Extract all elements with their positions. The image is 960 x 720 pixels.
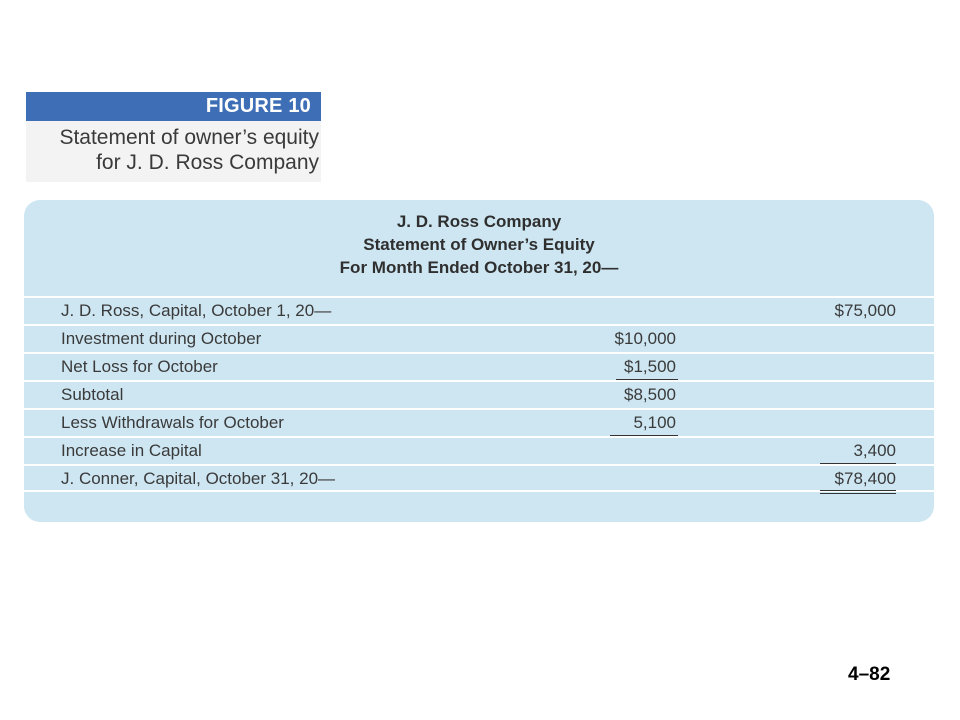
row-amount: $10,000 — [614, 329, 676, 348]
figure-caption — [26, 125, 321, 175]
row-label: J. D. Ross, Capital, October 1, 20— — [61, 301, 332, 320]
table-row — [24, 296, 934, 324]
figure-caption-line-2: for J. D. Ross Company — [96, 151, 319, 174]
figure-caption-line-1: Statement of owner’s equity — [59, 126, 319, 149]
table-row — [24, 408, 934, 436]
row-amount-total: $78,400 — [834, 469, 896, 488]
statement-table — [24, 296, 934, 492]
row-amount: 5,100 — [633, 413, 676, 432]
table-row — [24, 464, 934, 492]
row-label: Less Withdrawals for October — [61, 413, 284, 432]
row-amount: $8,500 — [624, 385, 676, 404]
table-row — [24, 352, 934, 380]
figure-label: FIGURE 10 — [26, 92, 321, 121]
statement-period: For Month Ended October 31, 20— — [339, 258, 619, 277]
statement-heading — [24, 210, 934, 279]
row-label: Increase in Capital — [61, 441, 202, 460]
row-label: J. Conner, Capital, October 31, 20— — [61, 469, 336, 488]
row-amount-total: $75,000 — [834, 301, 896, 320]
company-name: J. D. Ross Company — [396, 212, 562, 231]
row-label: Investment during October — [61, 329, 262, 348]
row-label: Subtotal — [61, 385, 124, 404]
row-amount: $1,500 — [624, 357, 676, 376]
table-row — [24, 436, 934, 464]
row-amount-total: 3,400 — [853, 441, 896, 460]
statement-title: Statement of Owner’s Equity — [363, 235, 595, 254]
table-row — [24, 380, 934, 408]
double-underline-bottom — [820, 493, 896, 494]
figure-header — [26, 92, 321, 182]
slide-number: 4–82 — [848, 664, 891, 685]
statement-panel — [24, 200, 934, 522]
double-underline-top — [820, 490, 896, 491]
table-row — [24, 324, 934, 352]
row-label: Net Loss for October — [61, 357, 218, 376]
